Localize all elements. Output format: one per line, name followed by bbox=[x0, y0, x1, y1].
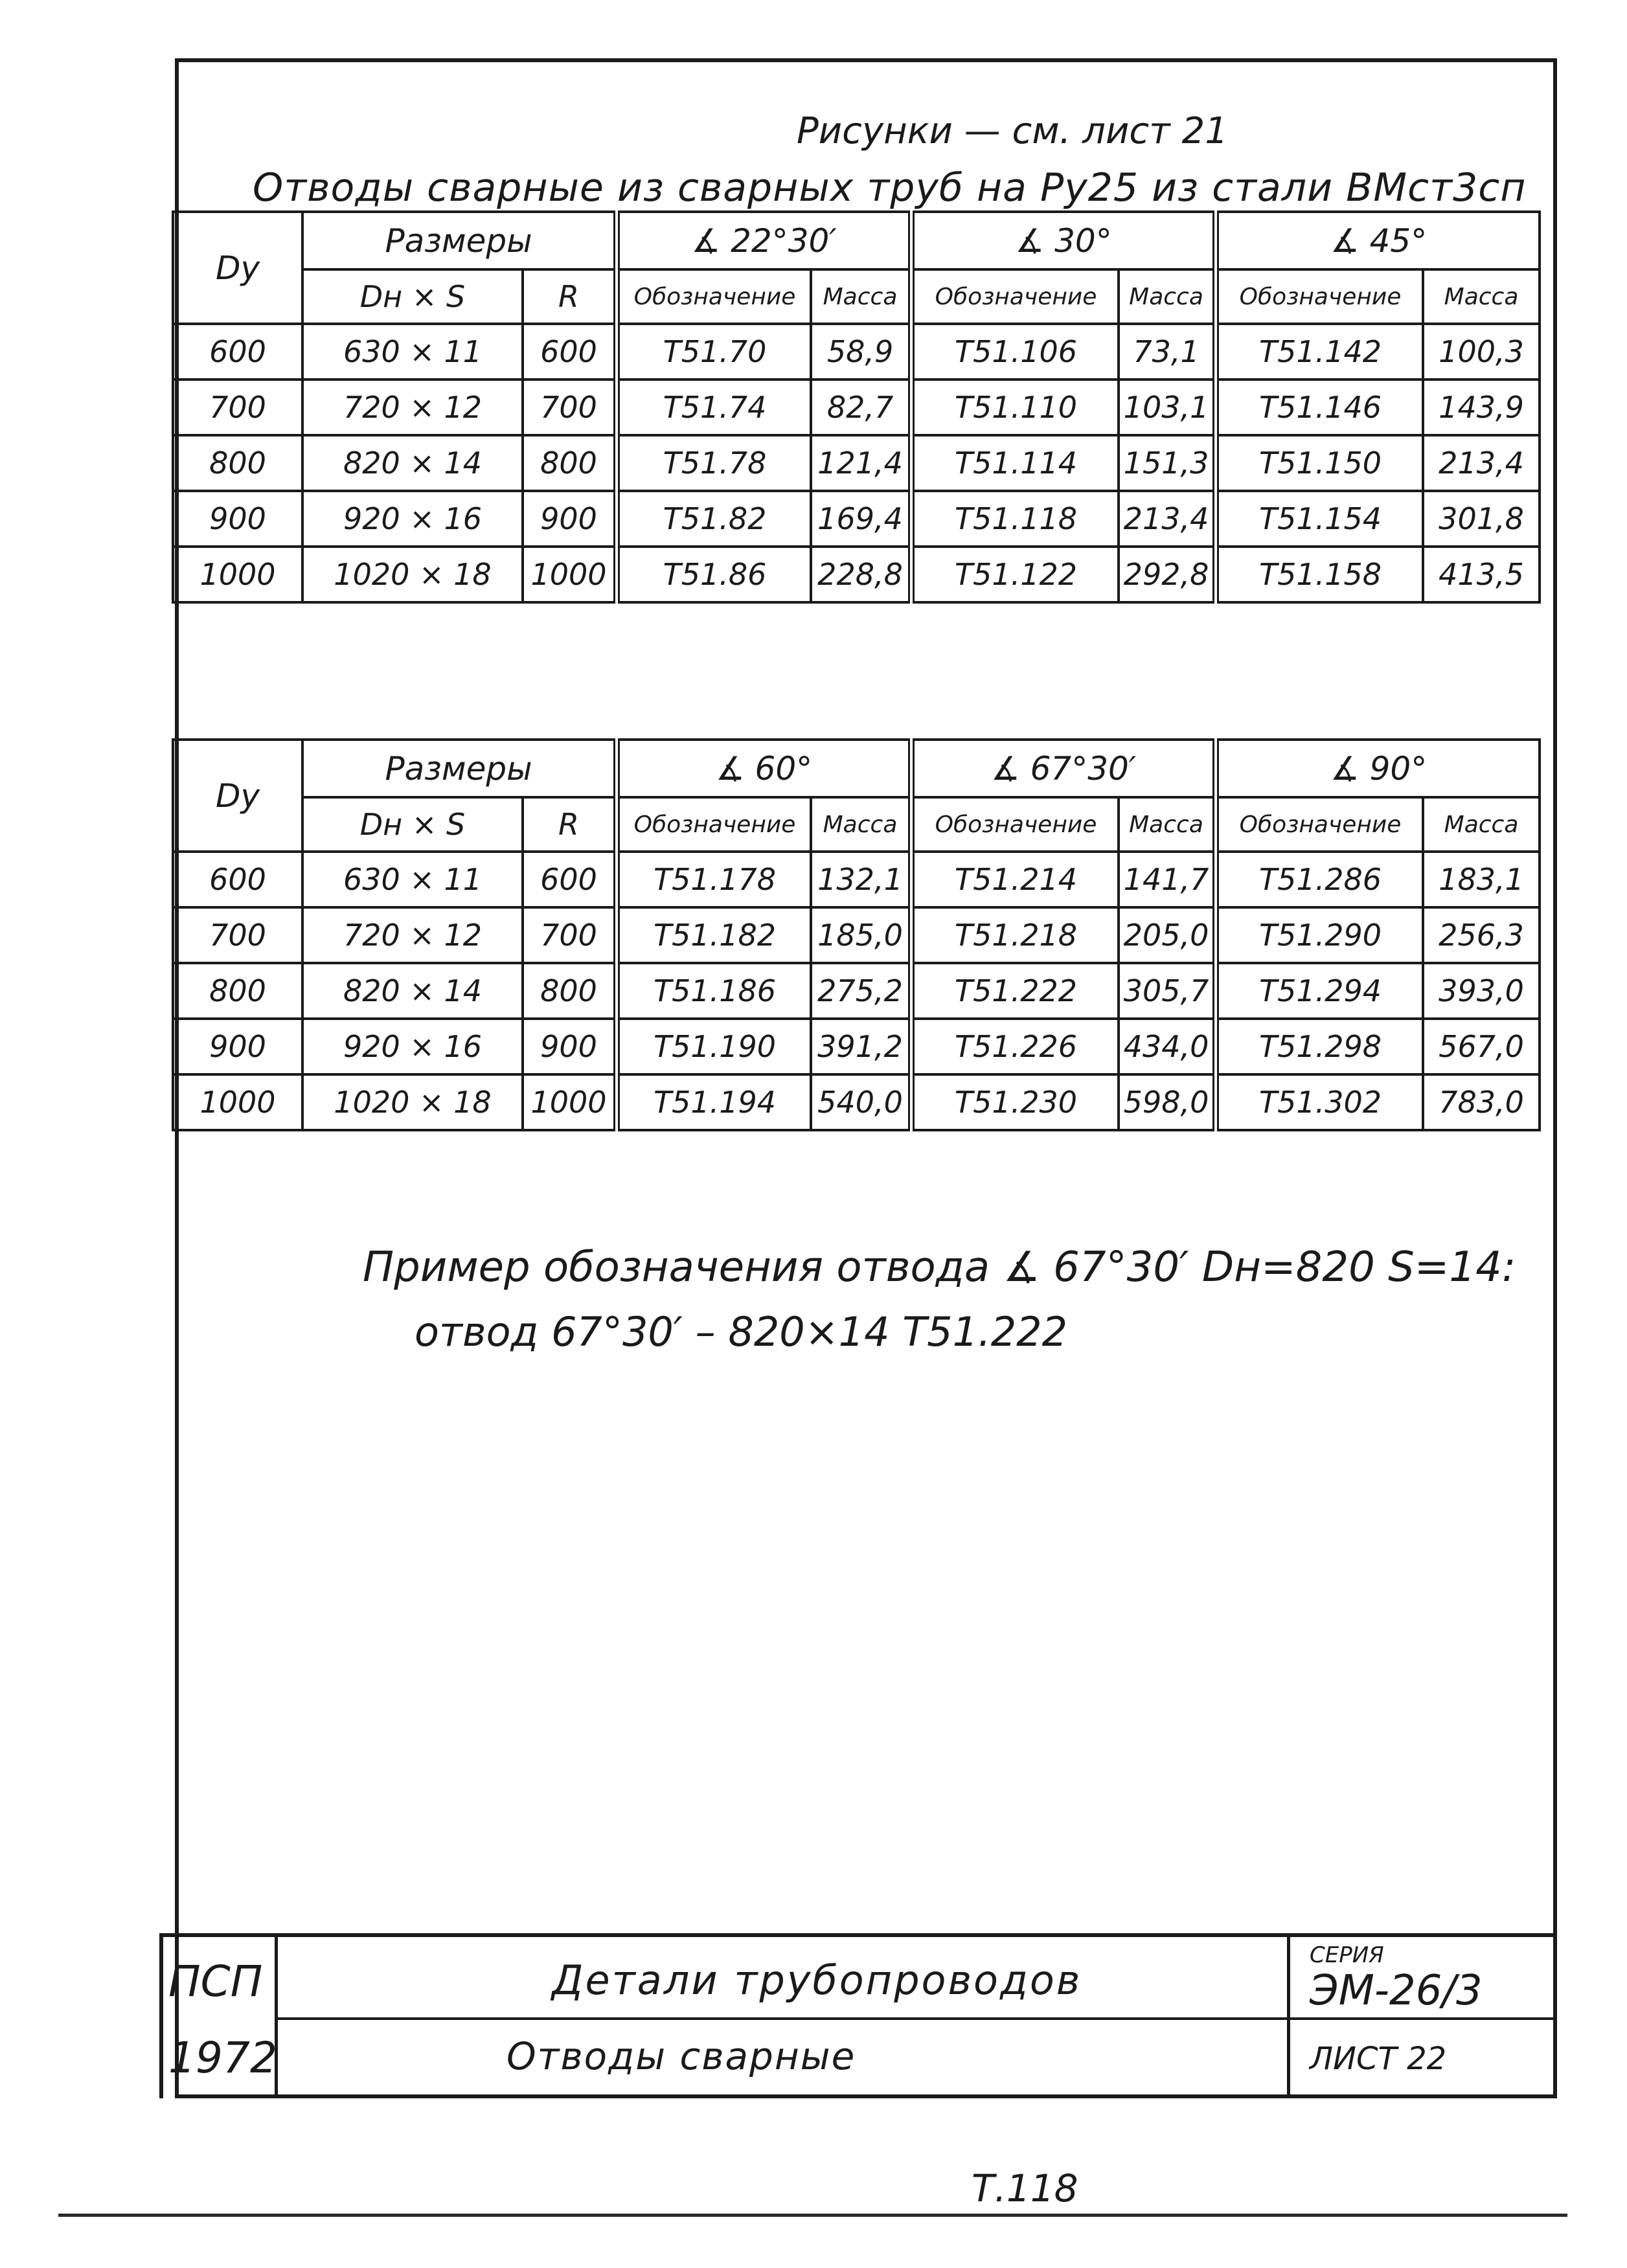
cell-mass: 598,0 bbox=[1119, 1074, 1216, 1130]
header-dn-s: Dн × S bbox=[302, 797, 523, 852]
bottom-rule bbox=[58, 2214, 1567, 2217]
header-code: Обозначение bbox=[617, 797, 811, 852]
bends-table-2 bbox=[172, 738, 1541, 1131]
cell-code: Т51.214 bbox=[911, 852, 1119, 907]
year: 1972 bbox=[168, 2033, 277, 2083]
title-block-divider bbox=[275, 2017, 1557, 2020]
cell-dy: 600 bbox=[173, 852, 302, 907]
cell-mass: 205,0 bbox=[1119, 907, 1216, 963]
table-row bbox=[173, 963, 1540, 1019]
header-angle-3: ∡ 45° bbox=[1216, 212, 1540, 269]
cell-code: Т51.186 bbox=[617, 963, 811, 1019]
cell-mass: 213,4 bbox=[1119, 491, 1216, 547]
cell-code: Т51.298 bbox=[1216, 1019, 1423, 1074]
cell-dy: 800 bbox=[173, 435, 302, 491]
cell-mass: 540,0 bbox=[811, 1074, 911, 1130]
cell-mass: 141,7 bbox=[1119, 852, 1216, 907]
cell-mass: 103,1 bbox=[1119, 380, 1216, 435]
cell-code: Т51.74 bbox=[617, 380, 811, 435]
header-angle-3: ∡ 90° bbox=[1216, 740, 1540, 797]
cell-mass: 121,4 bbox=[811, 435, 911, 491]
cell-r: 900 bbox=[523, 491, 617, 547]
cell-mass: 185,0 bbox=[811, 907, 911, 963]
cell-dn-s: 630 × 11 bbox=[302, 852, 523, 907]
table-row bbox=[173, 435, 1540, 491]
title-block bbox=[159, 1933, 1557, 2098]
cell-code: Т51.286 bbox=[1216, 852, 1423, 907]
cell-dy: 700 bbox=[173, 907, 302, 963]
cell-dy: 900 bbox=[173, 491, 302, 547]
cell-code: Т51.114 bbox=[911, 435, 1119, 491]
cell-mass: 228,8 bbox=[811, 547, 911, 602]
cell-code: Т51.230 bbox=[911, 1074, 1119, 1130]
table-row bbox=[173, 852, 1540, 907]
cell-code: Т51.302 bbox=[1216, 1074, 1423, 1130]
cell-code: Т51.154 bbox=[1216, 491, 1423, 547]
header-dy: Dу bbox=[173, 212, 302, 324]
cell-mass: 275,2 bbox=[811, 963, 911, 1019]
cell-code: Т51.106 bbox=[911, 324, 1119, 380]
cell-code: Т51.182 bbox=[617, 907, 811, 963]
header-mass: Масса bbox=[811, 269, 911, 324]
cell-code: Т51.82 bbox=[617, 491, 811, 547]
cell-mass: 292,8 bbox=[1119, 547, 1216, 602]
series-value: ЭМ-26/3 bbox=[1310, 1967, 1483, 2015]
cell-dn-s: 920 × 16 bbox=[302, 491, 523, 547]
cell-dn-s: 820 × 14 bbox=[302, 963, 523, 1019]
title-block-right-divider bbox=[1287, 1937, 1294, 2098]
cell-code: Т51.290 bbox=[1216, 907, 1423, 963]
cell-r: 1000 bbox=[523, 547, 617, 602]
cell-dn-s: 1020 × 18 bbox=[302, 547, 523, 602]
cell-r: 600 bbox=[523, 324, 617, 380]
cell-mass: 393,0 bbox=[1423, 963, 1540, 1019]
header-dn-s: Dн × S bbox=[302, 269, 523, 324]
cell-dn-s: 820 × 14 bbox=[302, 435, 523, 491]
cell-dn-s: 1020 × 18 bbox=[302, 1074, 523, 1130]
header-code: Обозначение bbox=[911, 269, 1119, 324]
table-row bbox=[173, 547, 1540, 602]
header-mass: Масса bbox=[811, 797, 911, 852]
title-block-subheading: Отводы сварные bbox=[506, 2034, 856, 2078]
title-block-org-cell bbox=[163, 1937, 278, 2098]
cell-mass: 567,0 bbox=[1423, 1019, 1540, 1074]
header-angle-1: ∡ 60° bbox=[617, 740, 911, 797]
cell-dn-s: 920 × 16 bbox=[302, 1019, 523, 1074]
bends-table-1 bbox=[172, 210, 1541, 604]
table-row bbox=[173, 1074, 1540, 1130]
cell-code: Т51.194 bbox=[617, 1074, 811, 1130]
cell-mass: 301,8 bbox=[1423, 491, 1540, 547]
cell-code: Т51.218 bbox=[911, 907, 1119, 963]
cell-dn-s: 720 × 12 bbox=[302, 380, 523, 435]
header-angle-1: ∡ 22°30′ bbox=[617, 212, 911, 269]
sheet-number: ЛИСТ 22 bbox=[1310, 2041, 1447, 2077]
cell-dy: 800 bbox=[173, 963, 302, 1019]
cell-code: Т51.78 bbox=[617, 435, 811, 491]
cell-mass: 132,1 bbox=[811, 852, 911, 907]
cell-mass: 58,9 bbox=[811, 324, 911, 380]
cell-dy: 1000 bbox=[173, 1074, 302, 1130]
cell-mass: 151,3 bbox=[1119, 435, 1216, 491]
cell-r: 700 bbox=[523, 907, 617, 963]
header-sizes: Размеры bbox=[302, 212, 617, 269]
cell-mass: 391,2 bbox=[811, 1019, 911, 1074]
header-code: Обозначение bbox=[617, 269, 811, 324]
table-row bbox=[173, 324, 1540, 380]
cell-dy: 900 bbox=[173, 1019, 302, 1074]
cell-mass: 82,7 bbox=[811, 380, 911, 435]
cell-code: Т51.118 bbox=[911, 491, 1119, 547]
cell-code: Т51.158 bbox=[1216, 547, 1423, 602]
cell-dn-s: 720 × 12 bbox=[302, 907, 523, 963]
header-code: Обозначение bbox=[1216, 269, 1423, 324]
cell-mass: 73,1 bbox=[1119, 324, 1216, 380]
cell-code: Т51.146 bbox=[1216, 380, 1423, 435]
cell-mass: 783,0 bbox=[1423, 1074, 1540, 1130]
table-row bbox=[173, 1019, 1540, 1074]
series-label: СЕРИЯ bbox=[1310, 1942, 1384, 1968]
cell-mass: 143,9 bbox=[1423, 380, 1540, 435]
table-row bbox=[173, 380, 1540, 435]
organization-code: ПСП bbox=[168, 1956, 263, 2006]
cell-code: Т51.122 bbox=[911, 547, 1119, 602]
cell-mass: 256,3 bbox=[1423, 907, 1540, 963]
example-caption: Пример обозначения отвода ∡ 67°30′ Dн=820 S=14: bbox=[363, 1243, 1516, 1291]
cell-dy: 1000 bbox=[173, 547, 302, 602]
cell-code: Т51.142 bbox=[1216, 324, 1423, 380]
header-mass: Масса bbox=[1423, 797, 1540, 852]
header-mass: Масса bbox=[1119, 797, 1216, 852]
cell-r: 800 bbox=[523, 435, 617, 491]
table-row bbox=[173, 491, 1540, 547]
page-number: Т.118 bbox=[972, 2166, 1078, 2210]
header-code: Обозначение bbox=[911, 797, 1119, 852]
figures-reference-note: Рисунки — см. лист 21 bbox=[797, 110, 1228, 152]
cell-r: 900 bbox=[523, 1019, 617, 1074]
cell-mass: 183,1 bbox=[1423, 852, 1540, 907]
example-designation: отвод 67°30′ – 820×14 Т51.222 bbox=[415, 1308, 1068, 1355]
cell-code: Т51.70 bbox=[617, 324, 811, 380]
header-mass: Масса bbox=[1423, 269, 1540, 324]
cell-code: Т51.110 bbox=[911, 380, 1119, 435]
cell-code: Т51.294 bbox=[1216, 963, 1423, 1019]
header-r: R bbox=[523, 269, 617, 324]
header-mass: Масса bbox=[1119, 269, 1216, 324]
cell-mass: 305,7 bbox=[1119, 963, 1216, 1019]
cell-r: 1000 bbox=[523, 1074, 617, 1130]
header-r: R bbox=[523, 797, 617, 852]
cell-r: 700 bbox=[523, 380, 617, 435]
header-dy: Dу bbox=[173, 740, 302, 852]
cell-code: Т51.226 bbox=[911, 1019, 1119, 1074]
cell-r: 600 bbox=[523, 852, 617, 907]
cell-code: Т51.178 bbox=[617, 852, 811, 907]
cell-mass: 169,4 bbox=[811, 491, 911, 547]
cell-code: Т51.222 bbox=[911, 963, 1119, 1019]
document-title: Отводы сварные из сварных труб на Ру25 из стали ВМст3сп bbox=[253, 165, 1527, 210]
title-block-heading: Детали трубопроводов bbox=[552, 1956, 1082, 2004]
header-sizes: Размеры bbox=[302, 740, 617, 797]
cell-mass: 213,4 bbox=[1423, 435, 1540, 491]
cell-dn-s: 630 × 11 bbox=[302, 324, 523, 380]
cell-code: Т51.190 bbox=[617, 1019, 811, 1074]
header-angle-2: ∡ 30° bbox=[911, 212, 1216, 269]
table-row bbox=[173, 907, 1540, 963]
cell-dy: 700 bbox=[173, 380, 302, 435]
header-angle-2: ∡ 67°30′ bbox=[911, 740, 1216, 797]
cell-dy: 600 bbox=[173, 324, 302, 380]
cell-mass: 413,5 bbox=[1423, 547, 1540, 602]
cell-mass: 100,3 bbox=[1423, 324, 1540, 380]
cell-r: 800 bbox=[523, 963, 617, 1019]
cell-code: Т51.150 bbox=[1216, 435, 1423, 491]
cell-mass: 434,0 bbox=[1119, 1019, 1216, 1074]
cell-code: Т51.86 bbox=[617, 547, 811, 602]
header-code: Обозначение bbox=[1216, 797, 1423, 852]
